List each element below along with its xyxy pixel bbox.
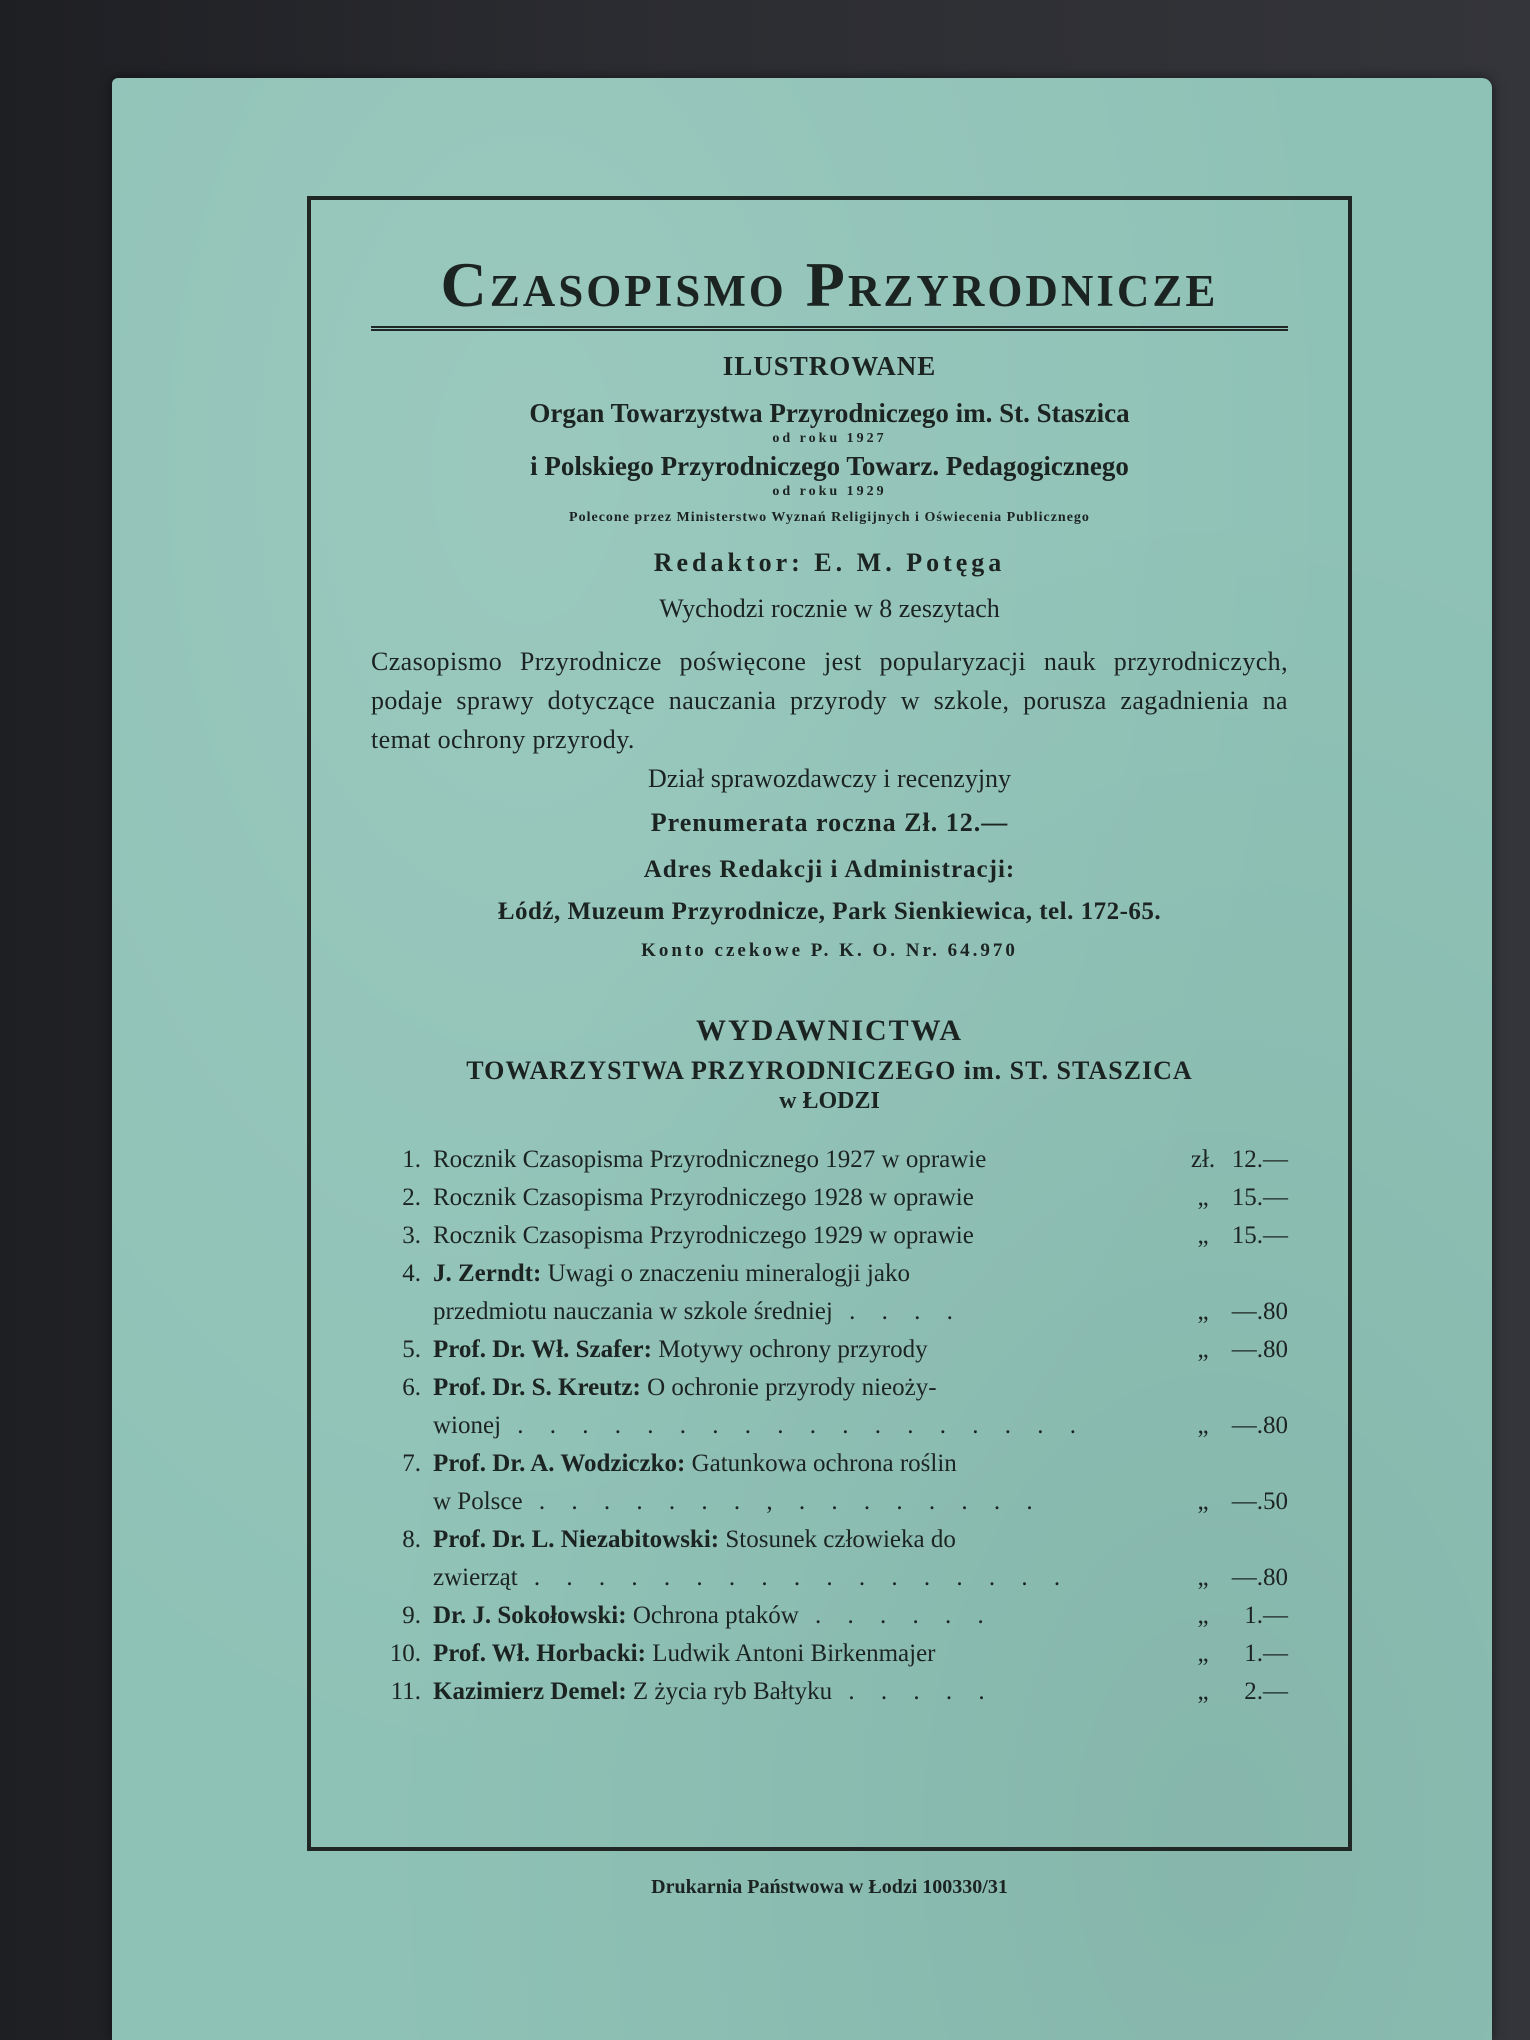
journal-title: Czasopismo Przyrodnicze <box>371 248 1288 331</box>
item-text <box>433 1673 1188 1711</box>
content-frame <box>307 196 1352 1851</box>
dot-leader: . . . . . . . . . . . . . . . . . <box>517 1564 1071 1591</box>
item-title: Rocznik Czasopisma Przyrodniczego 1928 w oprawie <box>433 1184 974 1211</box>
item-title-continued: zwierząt <box>433 1564 518 1591</box>
since-1929: od roku 1929 <box>772 484 887 499</box>
publisher-line: TOWARZYSTWA PRZYRODNICZEGO im. ST. STASZICA <box>466 1056 1193 1085</box>
item-text <box>433 1179 1188 1217</box>
journal-back-cover <box>112 78 1492 2040</box>
item-text <box>433 1369 1188 1445</box>
item-number: 6. <box>402 1374 421 1401</box>
item-title: Rocznik Czasopisma Przyrodnicznego 1927 w oprawie <box>433 1146 987 1173</box>
item-title: Rocznik Czasopisma Przyrodniczego 1929 w oprawie <box>433 1222 974 1249</box>
publication-item <box>371 1255 1288 1331</box>
item-title: Motywy ochrony przyrody <box>651 1336 928 1363</box>
publication-item <box>371 1673 1288 1711</box>
item-number: 5. <box>402 1336 421 1363</box>
item-number: 4. <box>402 1260 421 1287</box>
item-title: Stosunek człowieka do <box>719 1526 956 1553</box>
item-title: Ochrona ptaków <box>626 1602 799 1629</box>
item-currency: „ <box>1197 1564 1209 1591</box>
item-currency: „ <box>1197 1488 1209 1515</box>
item-currency: „ <box>1197 1336 1209 1363</box>
dot-leader: . . . . . <box>832 1678 995 1705</box>
item-text <box>433 1141 1188 1179</box>
publication-item <box>371 1217 1288 1255</box>
description-paragraph: Czasopismo Przyrodnicze poświęcone jest popularyzacji nauk przyrodniczych, podaje sprawy dotyczące nauczania przyrody w szkole, porusza zagadnienia na temat ochrony przyrody. <box>371 647 1288 754</box>
item-number: 11. <box>390 1678 421 1705</box>
society-line: i Polskiego Przyrodniczego Towarz. Pedagogicznego <box>530 451 1129 481</box>
item-currency: zł. <box>1190 1146 1216 1173</box>
item-author: Prof. Dr. Wł. Szafer: <box>433 1336 652 1363</box>
publications-heading: WYDAWNICTWA <box>695 1014 964 1047</box>
item-author: Dr. J. Sokołowski: <box>433 1602 627 1629</box>
item-title-continued: w Polsce <box>433 1488 523 1515</box>
item-price: 15.— <box>1231 1184 1288 1211</box>
item-price: 12.— <box>1231 1146 1288 1173</box>
publication-item <box>371 1635 1288 1673</box>
item-number: 9. <box>402 1602 421 1629</box>
item-text <box>433 1445 1188 1521</box>
item-currency: „ <box>1197 1640 1209 1667</box>
publication-item <box>371 1369 1288 1445</box>
item-currency: „ <box>1197 1184 1209 1211</box>
item-author: Prof. Wł. Horbacki: <box>433 1640 646 1667</box>
editor-line: Redaktor: E. M. Potęga <box>653 548 1006 577</box>
publication-item <box>371 1331 1288 1369</box>
subscription-price: Prenumerata roczna Zł. 12.— <box>650 808 1009 837</box>
address-label: Adres Redakcji i Administracji: <box>643 856 1016 883</box>
item-price: —.80 <box>1231 1564 1288 1591</box>
item-currency: „ <box>1197 1298 1209 1325</box>
item-number: 2. <box>402 1184 421 1211</box>
publication-item <box>371 1141 1288 1179</box>
frequency-line: Wychodzi rocznie w 8 zeszytach <box>659 594 1000 623</box>
item-text <box>433 1217 1188 1255</box>
item-title-continued: wionej <box>433 1412 502 1439</box>
item-currency: „ <box>1197 1602 1209 1629</box>
item-author: J. Zerndt: <box>433 1260 542 1287</box>
item-price: 2.— <box>1244 1678 1288 1705</box>
item-title: Z życia ryb Bałtyku <box>626 1678 833 1705</box>
item-price: 1.— <box>1244 1602 1288 1629</box>
publications-list <box>371 1141 1288 1711</box>
item-text <box>433 1635 1188 1673</box>
since-1927: od roku 1927 <box>772 431 887 446</box>
item-author: Prof. Dr. S. Kreutz: <box>433 1374 641 1401</box>
item-title: Ludwik Antoni Birkenmajer <box>645 1640 936 1667</box>
publication-item <box>371 1179 1288 1217</box>
item-currency: „ <box>1197 1412 1209 1439</box>
item-title: Uwagi o znaczeniu mineralogji jako <box>541 1260 910 1287</box>
dot-leader: . . . . . . . , . . . . . . . . <box>522 1488 1043 1515</box>
item-author: Prof. Dr. L. Niezabitowski: <box>433 1526 720 1553</box>
item-text <box>433 1521 1188 1597</box>
item-price: —.50 <box>1231 1488 1288 1515</box>
ministry-recommendation: Polecone przez Ministerstwo Wyznań Religijnych i Oświecenia Publicznego <box>569 510 1090 525</box>
printer-imprint: Drukarnia Państwowa w Łodzi 100330/31 <box>651 1876 1008 1898</box>
item-currency: „ <box>1197 1222 1209 1249</box>
item-number: 3. <box>402 1222 421 1249</box>
publication-item <box>371 1445 1288 1521</box>
item-number: 1. <box>402 1146 421 1173</box>
publication-item <box>371 1521 1288 1597</box>
item-price: 1.— <box>1244 1640 1288 1667</box>
publication-item <box>371 1597 1288 1635</box>
item-title: Gatunkowa ochrona roślin <box>685 1450 957 1477</box>
item-text <box>433 1331 1188 1369</box>
item-title: O ochronie przyrody nieoży- <box>640 1374 937 1401</box>
dot-leader: . . . . <box>832 1298 963 1325</box>
item-number: 7. <box>402 1450 421 1477</box>
item-title-continued: przedmiotu nauczania w szkole średniej <box>433 1298 833 1325</box>
item-price: —.80 <box>1231 1298 1288 1325</box>
item-number: 10. <box>389 1640 421 1667</box>
item-text <box>433 1597 1188 1635</box>
item-number: 8. <box>402 1526 421 1553</box>
item-author: Kazimierz Demel: <box>433 1678 627 1705</box>
item-text <box>433 1255 1188 1331</box>
journal-subtitle: ILUSTROWANE <box>722 351 937 381</box>
address-line: Łódź, Muzeum Przyrodnicze, Park Sienkiewica, tel. 172-65. <box>497 898 1162 925</box>
account-line: Konto czekowe P. K. O. Nr. 64.970 <box>641 940 1018 961</box>
city-line: w ŁODZI <box>779 1088 880 1114</box>
item-price: —.80 <box>1231 1412 1288 1439</box>
item-currency: „ <box>1197 1678 1209 1705</box>
item-price: —.80 <box>1231 1336 1288 1363</box>
item-price: 15.— <box>1231 1222 1288 1249</box>
frame-content <box>371 200 1288 1711</box>
item-author: Prof. Dr. A. Wodziczko: <box>433 1450 686 1477</box>
section-line: Dział sprawozdawczy i recenzyjny <box>647 764 1012 793</box>
dot-leader: . . . . . . <box>798 1602 994 1629</box>
dot-leader: . . . . . . . . . . . . . . . . . . <box>501 1412 1087 1439</box>
organ-line: Organ Towarzystwa Przyrodniczego im. St. Staszica <box>529 398 1130 428</box>
